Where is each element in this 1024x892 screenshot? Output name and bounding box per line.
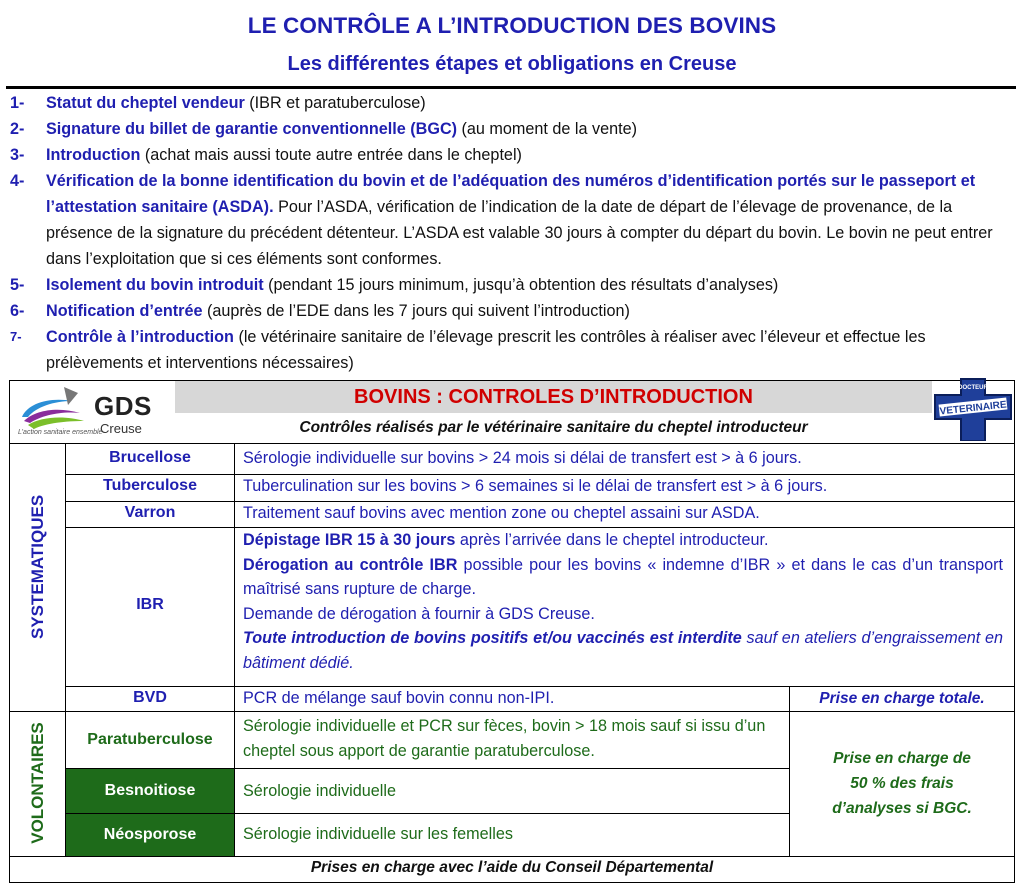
ibr-line2-text: possible pour les bovins « indemne d’IBR » et dans le cas d’un transport maîtrisé sans rupture de charge. bbox=[243, 555, 1003, 598]
disease-besnoitiose: Besnoitiose bbox=[66, 769, 234, 813]
step-number: 6- bbox=[10, 302, 25, 320]
step-title: Isolement du bovin introduit bbox=[46, 276, 264, 294]
ibr-line4-text: sauf en ateliers d’engraissement en bâtiment dédié. bbox=[243, 629, 1003, 672]
gds-swoosh-icon bbox=[14, 383, 94, 433]
vet-badge-main: VETERINAIRE bbox=[939, 399, 1008, 418]
step-title: Notification d’entrée bbox=[46, 302, 203, 320]
desc-tuberculose: Tuberculination sur les bovins > 6 semaines si le délai de transfert est > à 6 jours. bbox=[243, 477, 828, 495]
step-text: (achat mais aussi toute autre entrée dans le cheptel) bbox=[140, 146, 522, 164]
vet-cross-icon bbox=[933, 377, 1013, 441]
prise-voluntary-line2: 50 % des frais bbox=[850, 775, 954, 792]
step-1 bbox=[10, 90, 1016, 116]
step-text: (IBR et paratuberculose) bbox=[244, 94, 426, 112]
grid-line bbox=[234, 443, 235, 856]
desc-ibr bbox=[243, 528, 1003, 675]
step-title: Vérification de la bonne identification du bovin et de l’adéquation des numéros d’identification portés sur le passeport et l’attestation sanitaire (ASDA). bbox=[46, 172, 976, 216]
disease-tuberculose: Tuberculose bbox=[103, 477, 197, 494]
step-text: (auprès de l’EDE dans les 7 jours qui suivent l’introduction) bbox=[202, 302, 630, 320]
grid-line bbox=[10, 711, 1014, 712]
step-6 bbox=[10, 298, 1016, 324]
step-5 bbox=[10, 272, 1016, 298]
step-title: Signature du billet de garantie conventionnelle (BGC) bbox=[46, 120, 458, 138]
table-footer: Prises en charge avec l’aide du Conseil Départemental bbox=[310, 859, 714, 876]
step-number: 2- bbox=[10, 120, 25, 138]
prise-bvd: Prise en charge totale. bbox=[819, 690, 985, 707]
title-divider bbox=[6, 86, 1016, 89]
steps-list bbox=[10, 90, 1016, 376]
ibr-line4-bold: Toute introduction de bovins positifs et/ou vaccinés est interdite bbox=[243, 629, 742, 647]
veterinaire-badge bbox=[932, 381, 1014, 443]
ibr-line1-bold: Dépistage IBR 15 à 30 jours bbox=[243, 531, 456, 549]
grid-line bbox=[10, 443, 1014, 444]
step-title: Introduction bbox=[46, 146, 141, 164]
step-number: 5- bbox=[10, 276, 25, 294]
disease-varron: Varron bbox=[124, 504, 176, 521]
group-label-systematiques: SYSTEMATIQUES bbox=[28, 494, 47, 639]
disease-bvd: BVD bbox=[133, 689, 167, 706]
desc-besnoitiose: Sérologie individuelle bbox=[243, 782, 396, 800]
banner-title: BOVINS : CONTROLES D’INTRODUCTION bbox=[354, 386, 753, 408]
step-number: 3- bbox=[10, 146, 25, 164]
prise-voluntary-line3: d’analyses si BGC. bbox=[832, 800, 972, 817]
disease-ibr: IBR bbox=[136, 596, 164, 613]
step-number: 4- bbox=[10, 172, 25, 190]
prise-voluntary bbox=[790, 746, 1014, 821]
gds-logo bbox=[10, 381, 175, 443]
gds-logo-tagline: L’action sanitaire ensemble bbox=[18, 429, 103, 436]
page-title: LE CONTRÔLE A L’INTRODUCTION DES BOVINS bbox=[247, 13, 777, 38]
gds-logo-sub: Creuse bbox=[100, 421, 142, 436]
step-7 bbox=[10, 324, 1016, 376]
disease-brucellose: Brucellose bbox=[109, 449, 191, 466]
desc-brucellose: Sérologie individuelle sur bovins > 24 mois si délai de transfert est > à 6 jours. bbox=[243, 449, 802, 467]
step-text: Pour l’ASDA, vérification de l’indication de la date de départ de l’élevage de provenance, de la présence de la signature du précédent détenteur. L’ASDA est valable 30 jours à compter du départ du bovin. Le bovin ne peut entrer dans l’exploitation que si ces éléments sont conformes. bbox=[46, 198, 993, 268]
step-4 bbox=[10, 168, 1016, 272]
step-number: 7- bbox=[10, 329, 22, 344]
step-text: (pendant 15 jours minimum, jusqu’à obtention des résultats d’analyses) bbox=[263, 276, 779, 294]
vet-badge-top: DOCTEUR bbox=[958, 385, 988, 391]
step-title: Statut du cheptel vendeur bbox=[46, 94, 245, 112]
desc-neosporose: Sérologie individuelle sur les femelles bbox=[243, 825, 513, 843]
page-subtitle: Les différentes étapes et obligations en Creuse bbox=[287, 53, 737, 75]
table-banner bbox=[175, 381, 932, 413]
table-subbanner: Contrôles réalisés par le vétérinaire sanitaire du cheptel introducteur bbox=[299, 419, 808, 436]
desc-bvd: PCR de mélange sauf bovin connu non-IPI. bbox=[243, 689, 555, 707]
step-title: Contrôle à l’introduction bbox=[46, 328, 234, 346]
step-3 bbox=[10, 142, 1016, 168]
ibr-line2-bold: Dérogation au contrôle IBR bbox=[243, 555, 458, 574]
desc-varron: Traitement sauf bovins avec mention zone ou cheptel assaini sur ASDA. bbox=[243, 504, 760, 522]
disease-neosporose: Néosporose bbox=[66, 814, 234, 856]
controls-table bbox=[9, 380, 1015, 883]
desc-paratuberculose: Sérologie individuelle et PCR sur fèces, bovin > 18 mois sauf si issu d’un cheptel sous apport de garantie paratuberculose. bbox=[243, 717, 766, 760]
step-text: (le vétérinaire sanitaire de l’élevage prescrit les contrôles à réaliser avec l’éleveur et effectue les prélèvements et interventions nécessaires) bbox=[46, 328, 926, 372]
grid-line bbox=[10, 856, 1014, 857]
ibr-line3: Demande de dérogation à fournir à GDS Creuse. bbox=[243, 604, 595, 623]
prise-voluntary-line1: Prise en charge de bbox=[833, 750, 971, 767]
step-number: 1- bbox=[10, 94, 25, 112]
ibr-line1-text: après l’arrivée dans le cheptel introducteur. bbox=[455, 531, 769, 549]
disease-paratuberculose: Paratuberculose bbox=[87, 731, 213, 748]
group-label-volontaires: VOLONTAIRES bbox=[28, 722, 47, 844]
step-2 bbox=[10, 116, 1016, 142]
gds-logo-name: GDS bbox=[94, 391, 152, 421]
step-text: (au moment de la vente) bbox=[457, 120, 637, 138]
